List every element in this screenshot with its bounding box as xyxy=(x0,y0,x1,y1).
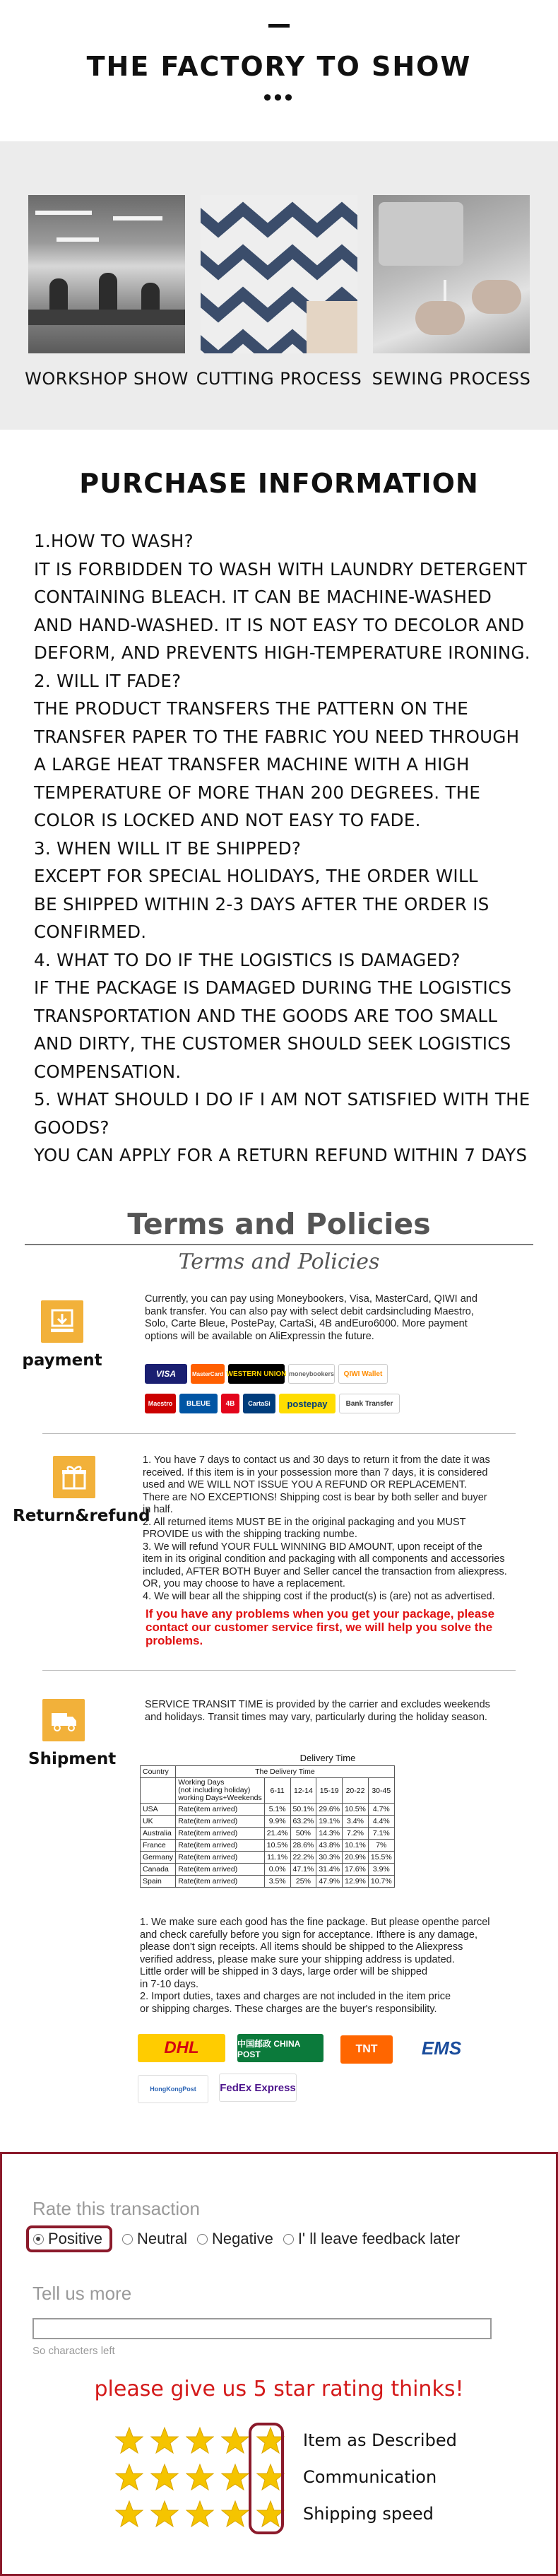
star-icon[interactable] xyxy=(221,2463,249,2491)
title-bar-decoration xyxy=(268,24,290,28)
text-line: and check carefully before you sign for acceptance. Ifthere is any damage, xyxy=(140,1929,477,1941)
purchase-title: PURCHASE INFORMATION xyxy=(79,468,479,499)
text-line: CONFIRMED. xyxy=(34,922,147,942)
text-line: A LARGE HEAT TRANSFER MACHINE WITH A HIGH xyxy=(34,754,470,775)
payment-logos-row-2 xyxy=(145,1394,400,1413)
text-line: CONTAINING BLEACH. IT CAN BE MACHINE-WASHED xyxy=(34,587,492,607)
payment-text xyxy=(145,1293,477,1343)
table-row xyxy=(141,1828,395,1840)
text-line: 4. WHAT TO DO IF THE LOGISTICS IS DAMAGED? xyxy=(34,949,461,970)
table-cell-value: 0.0% xyxy=(264,1864,290,1876)
text-line: options will be available on AliExpressin the future. xyxy=(145,1330,374,1342)
table-cell-value: 63.2% xyxy=(290,1816,316,1828)
table-cell-value: 28.6% xyxy=(290,1840,316,1852)
dhl-logo: DHL xyxy=(138,2034,225,2062)
terms-subtitle-script: Terms and Policies xyxy=(178,1249,380,1274)
text-line: If you have any problems when you get your package, please xyxy=(146,1607,495,1621)
table-cell-country: USA xyxy=(141,1804,176,1816)
text-line: in 7-10 days. xyxy=(140,1978,199,1990)
terms-divider xyxy=(25,1244,533,1245)
star-icon[interactable] xyxy=(150,2500,179,2528)
star-row-label: Communication xyxy=(303,2467,437,2487)
factory-header xyxy=(0,0,558,141)
section-divider xyxy=(42,1670,516,1671)
text-line: Solo, Carte Bleue, PostePay, CartaSi, 4B andEuro6000. More payment xyxy=(145,1318,468,1329)
text-line: verified address, please make sure your shipping address is updated. xyxy=(140,1953,455,1965)
table-row xyxy=(141,1778,395,1804)
refund-label: Return&refund xyxy=(13,1507,150,1525)
table-cell-country: Germany xyxy=(141,1852,176,1864)
text-line: YOU CAN APPLY FOR A RETURN REFUND WITHIN 7 DAYS xyxy=(34,1145,528,1165)
shipment-label: Shipment xyxy=(28,1750,117,1768)
table-header-line: (not including holiday) xyxy=(178,1786,251,1794)
tell-us-title: Tell us more xyxy=(32,2283,132,2304)
text-line: There are NO EXCEPTIONS! Shipping cost is bear by both seller and buyer xyxy=(143,1491,487,1503)
table-cell-label: Rate(item arrived) xyxy=(176,1876,265,1888)
sewing-label: SEWING PROCESS xyxy=(372,369,531,389)
text-line: 2. WILL IT FADE? xyxy=(34,670,182,691)
table-cell-value: 9.9% xyxy=(264,1816,290,1828)
table-cell-value: 43.8% xyxy=(316,1840,343,1852)
table-cell-value: 30.3% xyxy=(316,1852,343,1864)
factory-title: THE FACTORY TO SHOW xyxy=(86,51,472,82)
table-row xyxy=(141,1766,395,1778)
table-cell-value: 12.9% xyxy=(343,1876,369,1888)
table-cell-value: 3.9% xyxy=(368,1864,394,1876)
table-header-country: Country xyxy=(141,1766,176,1778)
text-line: IT IS FORBIDDEN TO WASH WITH LAUNDRY DETERGENT xyxy=(34,558,528,580)
feedback-input[interactable] xyxy=(32,2318,492,2339)
refund-text xyxy=(143,1454,507,1603)
shipment-notes xyxy=(140,1917,489,2016)
carte-bleue-logo: BLEUE xyxy=(179,1394,218,1413)
rate-title: Rate this transaction xyxy=(32,2198,201,2219)
sewing-photo xyxy=(373,195,530,353)
purchase-information xyxy=(0,430,558,1207)
table-cell-value: 4.7% xyxy=(368,1804,394,1816)
western-union-logo: WESTERN UNION xyxy=(228,1364,285,1384)
text-line: item in its original condition and packaging with all components and accessories xyxy=(143,1553,505,1565)
visa-logo: VISA xyxy=(145,1364,187,1384)
table-header-working xyxy=(176,1778,265,1804)
table-cell-value: 22.2% xyxy=(290,1852,316,1864)
characters-left-hint: So characters left xyxy=(32,2345,115,2357)
cutting-photo xyxy=(201,195,357,353)
table-cell-value: 29.6% xyxy=(316,1804,343,1816)
radio-negative[interactable] xyxy=(197,2234,208,2245)
table-cell-value: 31.4% xyxy=(316,1864,343,1876)
table-cell-value: 10.5% xyxy=(343,1804,369,1816)
table-cell-value: 20.9% xyxy=(343,1852,369,1864)
star-row xyxy=(115,2426,457,2454)
text-line: 1. We make sure each good has the fine package. But please openthe parcel xyxy=(140,1917,490,1928)
text-line: 2. All returned items MUST BE in the original packaging and you MUST xyxy=(143,1516,466,1528)
text-line: EXCEPT FOR SPECIAL HOLIDAYS, THE ORDER WILL xyxy=(34,866,478,886)
table-cell-value: 47.9% xyxy=(316,1876,343,1888)
text-line: 4. We will bear all the shipping cost if the product(s) is (are) not as advertised. xyxy=(143,1590,495,1602)
star-icon[interactable] xyxy=(186,2426,214,2454)
option-negative[interactable] xyxy=(197,2230,273,2248)
rating-request: please give us 5 star rating thinks! xyxy=(94,2377,464,2401)
payment-logos-row-1 xyxy=(145,1364,388,1384)
table-header-line: working Days+Weekends xyxy=(178,1794,262,1802)
text-line: AND DIRTY, THE CUSTOMER SHOULD SEEK LOGISTICS xyxy=(34,1033,511,1054)
option-positive[interactable] xyxy=(26,2225,112,2252)
option-later[interactable] xyxy=(283,2230,460,2248)
text-line: DEFORM, AND PREVENTS HIGH-TEMPERATURE IRONING. xyxy=(34,642,530,663)
fedex-logo: FedEx Express xyxy=(219,2074,297,2102)
factory-photos xyxy=(0,141,558,430)
table-title: The Delivery Time xyxy=(176,1766,394,1778)
table-cell-country: France xyxy=(141,1840,176,1852)
star-icon[interactable] xyxy=(115,2463,143,2491)
text-line: 2. Import duties, taxes and charges are not included in the item price xyxy=(140,1991,451,2002)
section-divider xyxy=(42,1433,516,1434)
text-line: BE SHIPPED WITHIN 2-3 DAYS AFTER THE ORDER IS xyxy=(34,893,489,914)
table-cell-value: 25% xyxy=(290,1876,316,1888)
table-cell-value: 11.1% xyxy=(264,1852,290,1864)
text-line: and holidays. Transit times may vary, particularly during the holiday season. xyxy=(145,1711,487,1723)
option-positive-label: Positive xyxy=(48,2230,103,2247)
table-cell-label: Rate(item arrived) xyxy=(176,1864,265,1876)
text-line: or shipping charges. These charges are the buyer's responsibility. xyxy=(140,2003,437,2015)
table-cell-value: 3.4% xyxy=(343,1816,369,1828)
table-header-col: 12-14 xyxy=(290,1778,316,1804)
table-cell-value: 21.4% xyxy=(264,1828,290,1840)
option-negative-label: Negative xyxy=(211,2230,273,2247)
truck-icon xyxy=(42,1699,85,1741)
table-cell-value: 3.5% xyxy=(264,1876,290,1888)
fifth-star-highlight xyxy=(249,2423,284,2534)
table-cell-country: Australia xyxy=(141,1828,176,1840)
table-cell-value: 47.1% xyxy=(290,1864,316,1876)
rating-panel xyxy=(0,2152,558,2576)
table-cell-value: 4.4% xyxy=(368,1816,394,1828)
cartasi-logo: CartaSi xyxy=(243,1394,275,1413)
table-cell-value: 50.1% xyxy=(290,1804,316,1816)
star-icon[interactable] xyxy=(186,2500,214,2528)
table-cell xyxy=(141,1778,176,1804)
qiwi-logo: QIWI Wallet xyxy=(338,1364,388,1384)
table-cell-label: Rate(item arrived) xyxy=(176,1816,265,1828)
table-cell-country: UK xyxy=(141,1816,176,1828)
payment-label: payment xyxy=(22,1351,102,1370)
table-cell-country: Canada xyxy=(141,1864,176,1876)
rate-options xyxy=(30,2225,470,2253)
table-cell-value: 7.2% xyxy=(343,1828,369,1840)
terms-title: Terms and Policies xyxy=(127,1207,431,1241)
text-line: please don't sign receipts. All items should be shipped to the Aliexpress xyxy=(140,1941,463,1953)
tnt-logo: TNT xyxy=(340,2035,393,2064)
hongkong-post-logo: HongKongPost xyxy=(138,2075,208,2103)
text-line: COLOR IS LOCKED AND NOT EASY TO FADE. xyxy=(34,810,421,830)
postepay-logo: postepay xyxy=(279,1394,336,1413)
text-line: SERVICE TRANSIT TIME is provided by the carrier and excludes weekends xyxy=(145,1699,490,1710)
table-header-col: 15-19 xyxy=(316,1778,343,1804)
ems-logo: EMS xyxy=(406,2034,477,2062)
table-cell-value: 15.5% xyxy=(368,1852,394,1864)
option-neutral-label: Neutral xyxy=(137,2230,187,2247)
star-icon[interactable] xyxy=(115,2500,143,2528)
workshop-label: WORKSHOP SHOW xyxy=(25,369,189,389)
table-header-col: 30-45 xyxy=(368,1778,394,1804)
text-line: GOODS? xyxy=(34,1117,109,1138)
table-row xyxy=(141,1804,395,1816)
maestro-logo: Maestro xyxy=(145,1394,176,1413)
table-header-col: 20-22 xyxy=(343,1778,369,1804)
table-cell-label: Rate(item arrived) xyxy=(176,1852,265,1864)
payment-icon xyxy=(41,1300,83,1343)
text-line: AND HAND-WASHED. IT IS NOT EASY TO DECOLOR AND xyxy=(34,614,525,635)
shipment-intro xyxy=(145,1699,490,1724)
text-line: 1.HOW TO WASH? xyxy=(34,531,194,551)
text-line: Little order will be shipped in 3 days, large order will be shipped xyxy=(140,1966,428,1977)
table-cell-value: 17.6% xyxy=(343,1864,369,1876)
table-cell-value: 14.3% xyxy=(316,1828,343,1840)
table-row xyxy=(141,1876,395,1888)
text-line: included, AFTER BOTH Buyer and Seller cancel the transaction from aliexpress. xyxy=(143,1565,507,1577)
text-line: IF THE PACKAGE IS DAMAGED DURING THE LOGISTICS xyxy=(34,977,512,998)
text-line: 3. WHEN WILL IT BE SHIPPED? xyxy=(34,837,302,859)
mastercard-logo: MasterCard xyxy=(191,1364,225,1384)
moneybookers-logo: moneybookers xyxy=(288,1364,335,1384)
text-line: 1. You have 7 days to contact us and 30 days to return it from the date it was xyxy=(143,1454,490,1466)
table-row xyxy=(141,1864,395,1876)
gift-icon xyxy=(53,1456,95,1498)
faq-text xyxy=(34,527,542,1170)
cutting-label: CUTTING PROCESS xyxy=(196,369,362,389)
table-cell-value: 50% xyxy=(290,1828,316,1840)
text-line: contact our customer service first, we will help you solve the xyxy=(146,1621,493,1634)
text-line: PROVIDE us with the shipping tracking numbe. xyxy=(143,1529,357,1540)
text-line: THE PRODUCT TRANSFERS THE PATTERN ON THE xyxy=(34,698,469,719)
table-cell-value: 5.1% xyxy=(264,1804,290,1816)
text-line: in half. xyxy=(143,1504,173,1515)
option-later-label: I' ll leave feedback later xyxy=(297,2230,461,2247)
table-row xyxy=(141,1816,395,1828)
table-cell-label: Rate(item arrived) xyxy=(176,1828,265,1840)
text-line: used and WE WILL NOT ISSUE YOU A REFUND OR REPLACEMENT. xyxy=(143,1479,468,1490)
star-icon[interactable] xyxy=(115,2426,143,2454)
table-cell-value: 19.1% xyxy=(316,1816,343,1828)
text-line: received. If this item is in your possession more than 7 days, it is considered xyxy=(143,1466,488,1478)
text-line: 5. WHAT SHOULD I DO IF I AM NOT SATISFIED WITH THE xyxy=(34,1089,530,1110)
delivery-time-caption: Delivery Time xyxy=(299,1753,356,1763)
table-row xyxy=(141,1852,395,1864)
text-line: bank transfer. You can also pay with select debit cardsincluding Maestro, xyxy=(145,1305,474,1317)
workshop-photo xyxy=(28,195,185,353)
radio-later[interactable] xyxy=(283,2234,294,2245)
bank-transfer-logo: Bank Transfer xyxy=(339,1394,400,1413)
table-cell-label: Rate(item arrived) xyxy=(176,1840,265,1852)
table-cell-country: Spain xyxy=(141,1876,176,1888)
table-cell-value: 10.7% xyxy=(368,1876,394,1888)
radio-positive[interactable] xyxy=(33,2234,44,2245)
table-header-col: 6-11 xyxy=(264,1778,290,1804)
radio-neutral[interactable] xyxy=(122,2234,133,2245)
star-icon[interactable] xyxy=(221,2426,249,2454)
star-icon[interactable] xyxy=(150,2463,179,2491)
star-icon[interactable] xyxy=(186,2463,214,2491)
text-line: TEMPERATURE OF MORE THAN 200 DEGREES. THE xyxy=(34,782,481,803)
table-row xyxy=(141,1840,395,1852)
4b-logo: 4B xyxy=(221,1394,239,1413)
star-icon[interactable] xyxy=(150,2426,179,2454)
delivery-time-table xyxy=(140,1765,395,1888)
china-post-logo: 中国邮政 CHINA POST xyxy=(237,2034,323,2062)
option-neutral[interactable] xyxy=(122,2230,187,2248)
star-row-label: Item as Described xyxy=(303,2430,457,2450)
text-line: 3. We will refund YOUR FULL WINNING BID AMOUNT, upon receipt of the xyxy=(143,1541,482,1553)
refund-warning xyxy=(146,1607,494,1647)
table-cell-value: 10.1% xyxy=(343,1840,369,1852)
text-line: OR, you may choose to have a replacement. xyxy=(143,1578,345,1589)
terms-and-policies xyxy=(0,1207,558,2152)
star-icon[interactable] xyxy=(221,2500,249,2528)
text-line: TRANSFER PAPER TO THE FABRIC YOU NEED THROUGH xyxy=(34,726,520,747)
table-cell-value: 7% xyxy=(368,1840,394,1852)
table-header-line: Working Days xyxy=(178,1778,225,1787)
dots-decoration: ••• xyxy=(263,84,295,111)
text-line: Currently, you can pay using Moneybookers, Visa, MasterCard, QIWI and xyxy=(145,1293,477,1305)
table-cell-value: 7.1% xyxy=(368,1828,394,1840)
star-row-label: Shipping speed xyxy=(303,2504,434,2524)
text-line: COMPENSATION. xyxy=(34,1061,182,1082)
table-cell-value: 10.5% xyxy=(264,1840,290,1852)
text-line: problems. xyxy=(146,1634,203,1647)
text-line: TRANSPORTATION AND THE GOODS ARE TOO SMALL xyxy=(34,1005,498,1026)
table-cell-label: Rate(item arrived) xyxy=(176,1804,265,1816)
